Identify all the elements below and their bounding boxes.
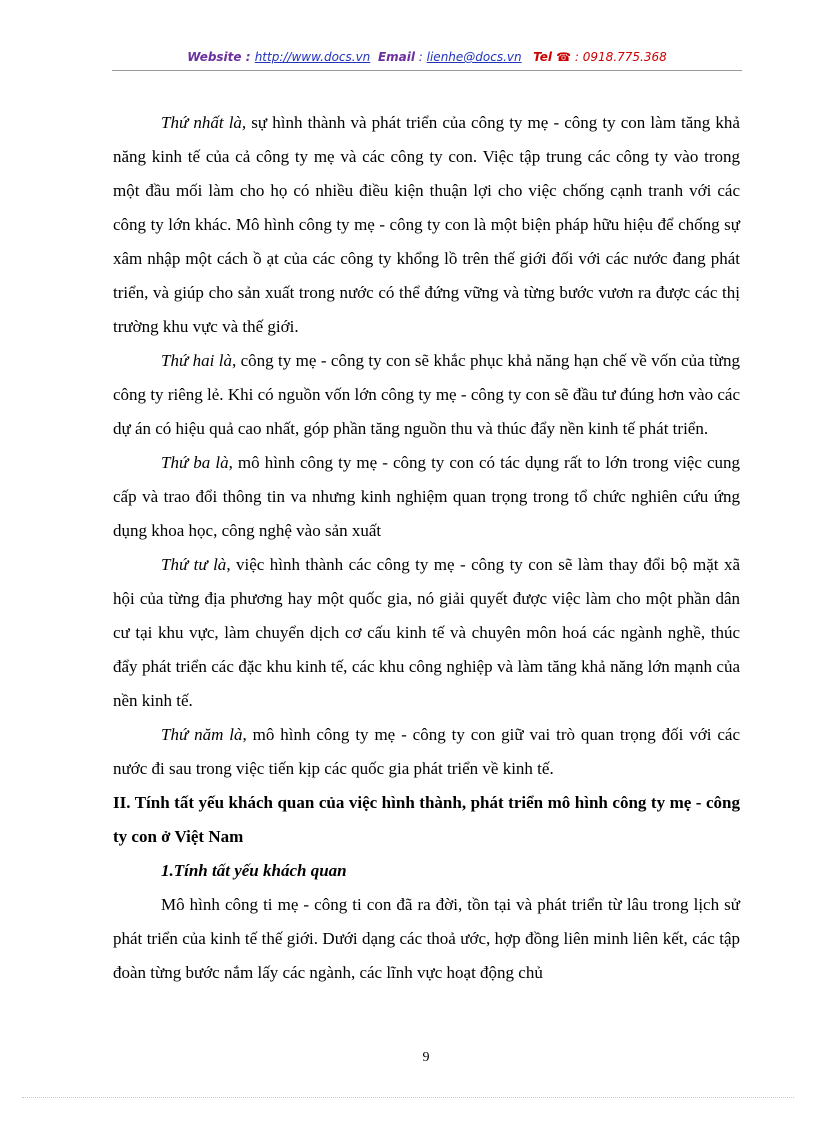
- page-number: 9: [422, 1050, 430, 1065]
- phone-icon: ☎: [556, 50, 572, 64]
- email-separator: :: [414, 50, 427, 64]
- paragraph-4-lead: Thứ tư là: [161, 555, 227, 574]
- paragraph-5-text: , mô hình công ty mẹ - công ty con giữ vai trò quan trọng đối với các nước đi sau trong việc tiến kịp các quốc gia phát triển về kinh tế.: [113, 725, 740, 778]
- page-header: [112, 50, 742, 64]
- paragraph-1: [113, 106, 740, 344]
- page-bottom-divider: [22, 1097, 794, 1098]
- paragraph-1-text: sự hình thành và phát triển của công ty mẹ - công ty con làm tăng khả năng kinh tế của cả công ty mẹ và các công ty con. Việc tập trung các công ty vào trong một đầu mối làm cho họ có nhiều điều kiện thuận lợi cho việc chống cạnh tranh với các công ty lớn khác. Mô hình công ty mẹ - công ty con là một biện pháp hữu hiệu để chống sự xâm nhập một cách ồ ạt của các công ty khổng lồ trên thế giới đối với các nước đang phát triển, và giúp cho sản xuất trong nước có thể đứng vững và từng bước vươn ra được các thị trường khu vực và thế giới.: [113, 113, 740, 336]
- document-body: [113, 106, 740, 990]
- section-heading: II. Tính tất yếu khách quan của việc hình thành, phát triển mô hình công ty mẹ - công ty con ở Việt Nam: [113, 793, 740, 846]
- tel-label: Tel: [533, 50, 557, 64]
- paragraph-5-lead: Thứ năm là: [161, 725, 243, 744]
- website-link[interactable]: http://www.docs.vn: [254, 50, 371, 64]
- email-label: Email: [377, 50, 415, 64]
- paragraph-3-text: , mô hình công ty mẹ - công ty con có tác dụng rất to lớn trong việc cung cấp và trao đổi thông tin va nhưng kinh nghiệm quan trọng trong tổ chức nghiên cứu ứng dụng khoa học, công nghệ vào sản xuất: [113, 453, 740, 540]
- paragraph-5: [113, 718, 740, 786]
- paragraph-2: [113, 344, 740, 446]
- paragraph-3: [113, 446, 740, 548]
- subsection-heading: 1.Tính tất yếu khách quan: [161, 861, 347, 880]
- paragraph-1-lead: Thứ nhất là,: [161, 113, 247, 132]
- paragraph-3-lead: Thứ ba là: [161, 453, 229, 472]
- paragraph-6: Mô hình công ti mẹ - công ti con đã ra đời, tồn tại và phát triển từ lâu trong lịch sử phát triển của kinh tế thế giới. Dưới dạng các thoả ước, hợp đồng liên minh liên kết, các tập đoàn từng bước nắm lấy các ngành, các lĩnh vực hoạt động chủ: [113, 895, 740, 982]
- paragraph-2-text: , công ty mẹ - công ty con sẽ khắc phục khả năng hạn chế về vốn của từng công ty riêng lẻ. Khi có nguồn vốn lớn công ty mẹ - công ty con sẽ đầu tư đúng hơn vào các dự án có hiệu quả cao nhất, góp phần tăng nguồn thu và thúc đẩy nền kinh tế phát triển.: [113, 351, 740, 438]
- paragraph-2-lead: Thứ hai là: [161, 351, 232, 370]
- website-label: Website :: [187, 50, 255, 64]
- email-link[interactable]: lienhe@docs.vn: [426, 50, 522, 64]
- tel-number: : 0918.775.368: [571, 50, 667, 64]
- paragraph-4-text: , việc hình thành các công ty mẹ - công ty con sẽ làm thay đổi bộ mặt xã hội của từng địa phương hay một quốc gia, nó giải quyết được việc làm cho một phần dân cư tại khu vực, làm chuyển dịch cơ cấu kinh tế và chuyên môn hoá các ngành nghề, thúc đẩy phát triển các đặc khu kinh tế, các khu công nghiệp và làm tăng khả năng lớn mạnh của nền kinh tế.: [113, 555, 740, 710]
- header-divider: [112, 70, 742, 71]
- paragraph-4: [113, 548, 740, 718]
